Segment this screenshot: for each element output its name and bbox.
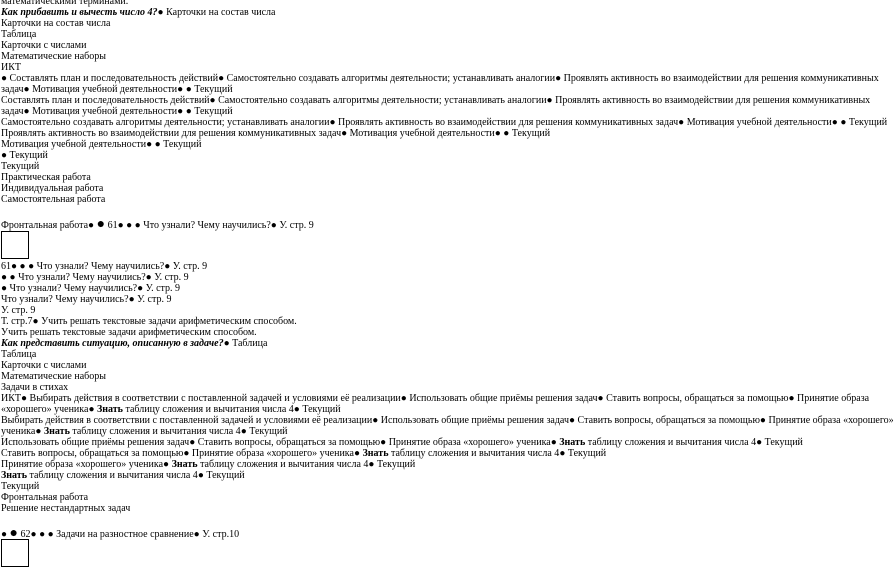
bullet-icon: ● (157, 7, 164, 18)
text-line: Таблица (1, 29, 37, 40)
text-line: Фронтальная работа● ● 61● ● ● Что узнали? Чему научились?● У. стр. 9 (1, 217, 314, 232)
bullet-icon: ● (293, 404, 300, 415)
text-line: Самостоятельная работа (1, 194, 106, 205)
bullet-icon: ● (597, 393, 604, 404)
text-line: Мотивация учебной деятельности● ● Текущий (1, 139, 202, 150)
text-line: Текущий (1, 161, 40, 172)
bullet-icon: ● (9, 526, 19, 541)
question-heading: Как прибавить и вычесть число 4? (1, 7, 158, 18)
bullet-icon: ● (503, 128, 510, 139)
bullet-icon: ● (21, 393, 28, 404)
empty-box (1, 539, 29, 567)
bullet-icon: ● (550, 437, 557, 448)
bullet-icon: ● (840, 117, 847, 128)
text-line: Карточки с числами (1, 40, 87, 51)
bullet-icon: ● (555, 73, 562, 84)
text-line: 61● ● ● Что узнали? Чему научились?● У. стр. 9 (1, 261, 208, 272)
text-line: Использовать общие приёмы решения задач● Ставить вопросы, обращаться за помощью● Принятие образа «хорошего» ученика● Знать таблицу сложения и вычитания числа 4● Текущий (1, 437, 803, 448)
text-line: Проявлять активность во взаимодействии для решения коммуникативных задач● Мотивация учебной деятельности● ● Текущий (1, 128, 551, 139)
text-line: Карточки с числами (1, 360, 87, 371)
text-line: Принятие образа «хорошего» ученика● Знать таблицу сложения и вычитания числа 4● Текущий (1, 459, 416, 470)
bullet-icon: ● (23, 84, 30, 95)
bullet-icon: ● (117, 220, 124, 231)
bullet-icon: ● (183, 448, 190, 459)
bullet-icon: ● (1, 73, 8, 84)
bullet-icon: ● (240, 426, 247, 437)
text-line: Как представить ситуацию, описанную в задаче?● Таблица (1, 338, 268, 349)
text-line: Как прибавить и вычесть число 4?● Карточки на состав числа (1, 7, 276, 18)
text-line: Задачи в стихах (1, 382, 69, 393)
bullet-icon: ● (193, 529, 200, 540)
bullet-icon: ● (145, 272, 152, 283)
bullet-icon: ● (329, 117, 336, 128)
bullet-icon: ● (154, 139, 161, 150)
bullet-icon: ● (1, 272, 8, 283)
text-line: «хорошего» ученика● Знать таблицу сложения и вычитания числа 4● Текущий (1, 404, 341, 415)
empty-box (1, 231, 29, 259)
bullet-icon: ● (756, 437, 763, 448)
bullet-icon: ● (28, 261, 35, 272)
bullet-icon: ● (9, 272, 16, 283)
bullet-icon: ● (368, 459, 375, 470)
bullet-icon: ● (185, 106, 192, 117)
text-line: Что узнали? Чему научились?● У. стр. 9 (1, 294, 172, 305)
bullet-icon: ● (218, 73, 225, 84)
bullet-icon: ● (128, 294, 135, 305)
bullet-icon: ● (96, 217, 106, 232)
bullet-icon: ● (1, 150, 8, 161)
bullet-icon: ● (32, 316, 39, 327)
bullet-icon: ● (11, 261, 18, 272)
text-line: ● Что узнали? Чему научились?● У. стр. 9 (1, 283, 181, 294)
bullet-icon: ● (164, 261, 171, 272)
text-line: ● ● Что узнали? Чему научились?● У. стр. 9 (1, 272, 189, 283)
text-line: Ставить вопросы, обращаться за помощью● Принятие образа «хорошего» ученика● Знать таблицу сложения и вычитания числа 4● Текущий (1, 448, 607, 459)
text-line: задач● Мотивация учебной деятельности● ● Текущий (1, 106, 233, 117)
text-line: ● Составлять план и последовательность действий● Самостоятельно создавать алгоритмы деятельности; устанавливать аналогии● Проявлять активность во взаимодействии для решения коммуникативных (1, 73, 879, 84)
text-line: Самостоятельно создавать алгоритмы деятельности; устанавливать аналогии● Проявлять активность во взаимодействии для решения коммуникативных задач● Мотивация учебной деятельности● ● Текущий (1, 117, 888, 128)
text-line: Текущий (1, 481, 40, 492)
bullet-icon: ● (400, 393, 407, 404)
text-line: Фронтальная работа (1, 492, 89, 503)
bullet-icon: ● (546, 95, 553, 106)
bullet-icon: ● (189, 437, 196, 448)
bullet-icon: ● (197, 470, 204, 481)
bullet-icon: ● (1, 283, 8, 294)
bullet-icon: ● (341, 128, 348, 139)
text-line: Выбирать действия в соответствии с поставленной задачей и условиями её реализации● Использовать общие приёмы решения задач● Ставить вопросы, обращаться за помощью● Принятие образа «хорошего» (1, 415, 894, 426)
bullet-icon: ● (185, 84, 192, 95)
text-line: ● ● 62● ● ● Задачи на разностное сравнение● У. стр.10 (1, 526, 240, 541)
bullet-icon: ● (831, 117, 838, 128)
text-line: Т. стр.7● Учить решать текстовые задачи арифметическим способом. (1, 316, 297, 327)
bullet-icon: ● (39, 529, 46, 540)
bullet-icon: ● (163, 459, 170, 470)
question-heading: Как представить ситуацию, описанную в задаче? (1, 338, 224, 349)
text-line: математическими терминами. (1, 0, 129, 7)
text-line: Индивидуальная работа (1, 183, 104, 194)
text-line: ● Текущий (1, 150, 48, 161)
text-line: Таблица (1, 349, 37, 360)
text-line: Математические наборы (1, 51, 106, 62)
text-line: Знать таблицу сложения и вычитания числа 4● Текущий (1, 470, 245, 481)
bullet-icon: ● (494, 128, 501, 139)
text-line: Карточки на состав числа (1, 18, 111, 29)
bullet-icon: ● (23, 106, 30, 117)
bullet-icon: ● (19, 261, 26, 272)
text-line: ИКТ (1, 62, 21, 73)
text-line: задач● Мотивация учебной деятельности● ● Текущий (1, 84, 233, 95)
text-line: Учить решать текстовые задачи арифметическим способом. (1, 327, 257, 338)
text-line: ученика● Знать таблицу сложения и вычитания числа 4● Текущий (1, 426, 288, 437)
bullet-icon: ● (134, 220, 141, 231)
text-line: Практическая работа (1, 172, 91, 183)
text-line: Математические наборы (1, 371, 106, 382)
bullet-icon: ● (126, 220, 133, 231)
bullet-icon: ● (146, 139, 153, 150)
bullet-icon: ● (1, 529, 8, 540)
text-line: ИКТ● Выбирать действия в соответствии с поставленной задачей и условиями её реализации● Использовать общие приёмы решения задач● Ставить вопросы, обращаться за помощью● Принятие образа (1, 393, 870, 404)
bullet-icon: ● (380, 437, 387, 448)
bullet-icon: ● (177, 106, 184, 117)
bullet-icon: ● (209, 95, 216, 106)
bullet-icon: ● (678, 117, 685, 128)
bullet-icon: ● (47, 529, 54, 540)
bullet-icon: ● (353, 448, 360, 459)
bullet-icon: ● (88, 404, 95, 415)
text-line: Составлять план и последовательность действий● Самостоятельно создавать алгоритмы деятельности; устанавливать аналогии● Проявлять активность во взаимодействии для решения коммуникативных (1, 95, 871, 106)
bullet-icon: ● (788, 393, 795, 404)
document-body (1, 0, 894, 567)
bullet-icon: ● (137, 283, 144, 294)
bullet-icon: ● (759, 415, 766, 426)
bullet-icon: ● (372, 415, 379, 426)
bullet-icon: ● (30, 529, 37, 540)
bullet-icon: ● (569, 415, 576, 426)
bullet-icon: ● (35, 426, 42, 437)
bullet-icon: ● (559, 448, 566, 459)
bullet-icon: ● (177, 84, 184, 95)
text-line: Решение нестандартных задач (1, 503, 131, 514)
bullet-icon: ● (270, 220, 277, 231)
text-line: У. стр. 9 (1, 305, 36, 316)
bullet-icon: ● (88, 220, 95, 231)
bullet-icon: ● (223, 338, 230, 349)
